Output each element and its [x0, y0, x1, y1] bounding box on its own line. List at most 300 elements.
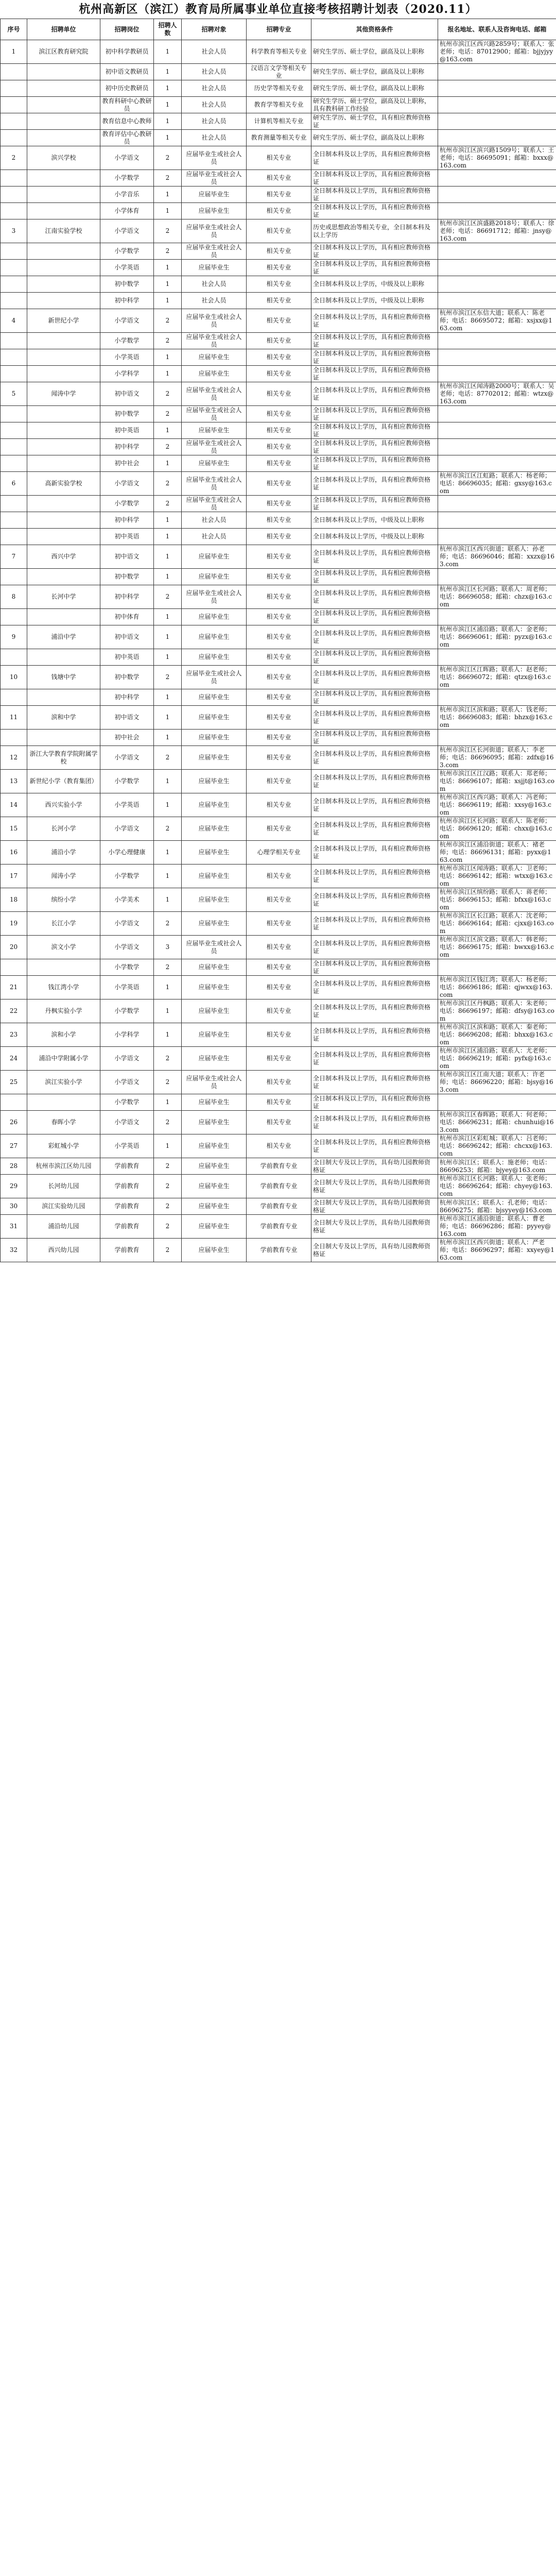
cell-contact [438, 203, 556, 219]
cell-unit [27, 130, 100, 146]
cell-requirements: 全日制本科及以上学历，具有相应教师资格证 [311, 959, 438, 976]
cell-requirements: 全日制本科及以上学历，具有相应教师资格证 [311, 187, 438, 203]
cell-major: 相关专业 [247, 999, 311, 1023]
document-title: 杭州高新区（滨江）教育局所属事业单位直接考核招聘计划表（2020.11） [79, 3, 477, 16]
cell-major: 相关专业 [247, 545, 311, 569]
cell-post: 小学英语 [100, 260, 154, 276]
cell-major: 相关专业 [247, 219, 311, 243]
cell-unit: 江南实验学校 [27, 219, 100, 243]
cell-seq [1, 569, 27, 585]
cell-seq: 6 [1, 472, 27, 496]
cell-target: 应届毕业生 [182, 1198, 247, 1215]
cell-target: 应届毕业生 [182, 730, 247, 746]
cell-target: 应届毕业生或社会人员 [182, 439, 247, 455]
cell-post: 小学语文 [100, 309, 154, 333]
cell-target: 应届毕业生或社会人员 [182, 406, 247, 422]
cell-count: 2 [154, 382, 182, 406]
cell-requirements: 研究生学历、硕士学位，具有相应教师资格证 [311, 113, 438, 130]
table-row [1, 130, 556, 146]
cell-contact: 杭州市滨江区丹枫路；联系人：朱老师；电话：86696197；邮箱：dfsy@163.com [438, 999, 556, 1023]
cell-seq: 32 [1, 1239, 27, 1262]
cell-post: 小学语文 [100, 912, 154, 936]
cell-requirements: 全日制本科及以上学历，具有相应教师资格证 [311, 841, 438, 865]
table-header-row [1, 19, 556, 40]
cell-count: 1 [154, 609, 182, 625]
cell-contact [438, 959, 556, 976]
cell-major: 相关专业 [247, 1111, 311, 1134]
table-row [1, 649, 556, 666]
cell-contact [438, 512, 556, 529]
cell-seq [1, 1094, 27, 1111]
cell-unit: 浦沿幼儿园 [27, 1215, 100, 1239]
cell-count: 1 [154, 649, 182, 666]
cell-seq [1, 349, 27, 366]
table-row [1, 366, 556, 382]
cell-seq [1, 366, 27, 382]
cell-count: 2 [154, 746, 182, 770]
cell-requirements: 全日制本科及以上学历，具有相应教师资格证 [311, 472, 438, 496]
cell-contact [438, 422, 556, 439]
cell-seq: 25 [1, 1071, 27, 1094]
cell-requirements: 全日制本科及以上学历，具有相应教师资格证 [311, 1111, 438, 1134]
cell-contact: 杭州市滨江区长河路；联系人：张老师；电话：86696264；邮箱：chyey@163.com [438, 1175, 556, 1198]
cell-major: 相关专业 [247, 529, 311, 545]
cell-count: 1 [154, 569, 182, 585]
cell-target: 社会人员 [182, 80, 247, 97]
cell-post: 小学语文 [100, 1071, 154, 1094]
cell-contact: 杭州市滨江区钱江湾；联系人：杨老师；电话：86696186；邮箱：qjwxx@163.com [438, 976, 556, 999]
table-row [1, 625, 556, 649]
cell-target: 社会人员 [182, 97, 247, 113]
cell-post: 学前教育 [100, 1215, 154, 1239]
cell-post: 小学数学 [100, 1094, 154, 1111]
cell-post: 小学数学 [100, 243, 154, 260]
cell-major: 学前教育专业 [247, 1158, 311, 1175]
table-row [1, 585, 556, 609]
cell-major: 相关专业 [247, 203, 311, 219]
cell-count: 1 [154, 113, 182, 130]
cell-major: 相关专业 [247, 496, 311, 512]
cell-post: 小学数学 [100, 333, 154, 349]
table-row [1, 1215, 556, 1239]
cell-post: 小学科学 [100, 366, 154, 382]
cell-seq: 29 [1, 1175, 27, 1198]
cell-contact: 杭州市滨江区长河路；联系人：周老师；电话：86696058；邮箱：chzx@163.com [438, 585, 556, 609]
table-row [1, 959, 556, 976]
cell-seq: 21 [1, 976, 27, 999]
table-row [1, 260, 556, 276]
cell-contact: 杭州市滨江区长河街道；联系人：李老师；电话：86696095；邮箱：zdfx@163.com [438, 746, 556, 770]
cell-seq [1, 455, 27, 472]
cell-seq: 16 [1, 841, 27, 865]
cell-count: 1 [154, 187, 182, 203]
cell-contact [438, 1094, 556, 1111]
cell-major: 学前教育专业 [247, 1215, 311, 1239]
cell-major: 相关专业 [247, 422, 311, 439]
table-row [1, 406, 556, 422]
cell-unit [27, 496, 100, 512]
cell-contact: 杭州市滨江区江晖路；联系人：赵老师；电话：86696072；邮箱：qtzx@163.com [438, 666, 556, 689]
cell-target: 应届毕业生 [182, 1023, 247, 1047]
table-row [1, 382, 556, 406]
cell-unit [27, 276, 100, 293]
cell-post: 初中英语 [100, 422, 154, 439]
cell-requirements: 全日制本科及以上学历，具有相应教师资格证 [311, 146, 438, 170]
cell-requirements: 全日制本科及以上学历，具有相应教师资格证 [311, 260, 438, 276]
cell-count: 2 [154, 243, 182, 260]
cell-unit: 滨和小学 [27, 1023, 100, 1047]
cell-seq: 7 [1, 545, 27, 569]
cell-unit: 西兴实验小学 [27, 793, 100, 817]
cell-target: 应届毕业生 [182, 1094, 247, 1111]
cell-requirements: 全日制本科及以上学历，具有相应教师资格证 [311, 1023, 438, 1047]
cell-major: 相关专业 [247, 406, 311, 422]
cell-major: 相关专业 [247, 187, 311, 203]
table-row [1, 309, 556, 333]
table-row [1, 113, 556, 130]
cell-contact: 杭州市滨江区滨盛路2018号；联系人：徐老师；电话：86691712；邮箱：jnsy@163.com [438, 219, 556, 243]
cell-requirements: 研究生学历、硕士学位，副高及以上职称 [311, 40, 438, 64]
cell-count: 2 [154, 1175, 182, 1198]
table-row [1, 203, 556, 219]
table-row [1, 170, 556, 187]
cell-count: 1 [154, 1023, 182, 1047]
table-row [1, 97, 556, 113]
cell-count: 1 [154, 366, 182, 382]
cell-target: 应届毕业生或社会人员 [182, 219, 247, 243]
cell-requirements: 全日制本科及以上学历，具有相应教师资格证 [311, 976, 438, 999]
cell-requirements: 研究生学历、硕士学位，副高及以上职称 [311, 80, 438, 97]
cell-target: 应届毕业生 [182, 1111, 247, 1134]
cell-seq: 5 [1, 382, 27, 406]
cell-major: 汉语言文学等相关专业 [247, 64, 311, 80]
cell-unit [27, 609, 100, 625]
cell-target: 社会人员 [182, 113, 247, 130]
cell-target: 社会人员 [182, 130, 247, 146]
cell-contact: 杭州市滨江区浦沿街道；联系人：褚老师；电话：86696131；邮箱：pyxx@163.com [438, 841, 556, 865]
cell-contact [438, 689, 556, 706]
cell-contact: 杭州市滨江区长河路；联系人：陈老师；电话：86696120；邮箱：chxx@163.com [438, 817, 556, 841]
cell-major: 相关专业 [247, 170, 311, 187]
table-row [1, 976, 556, 999]
cell-target: 应届毕业生 [182, 422, 247, 439]
cell-target: 社会人员 [182, 276, 247, 293]
table-row [1, 1023, 556, 1047]
cell-major: 计算机等相关专业 [247, 113, 311, 130]
cell-target: 社会人员 [182, 512, 247, 529]
cell-count: 1 [154, 625, 182, 649]
cell-seq: 1 [1, 40, 27, 64]
cell-count: 2 [154, 309, 182, 333]
cell-seq: 18 [1, 888, 27, 912]
cell-contact: 杭州市滨江区滨兴路1509号；联系人：王老师；电话：86695091；邮箱：bxxx@163.com [438, 146, 556, 170]
cell-target: 社会人员 [182, 529, 247, 545]
cell-major: 相关专业 [247, 243, 311, 260]
cell-post: 小学美术 [100, 888, 154, 912]
cell-requirements: 全日制本科及以上学历，具有相应教师资格证 [311, 366, 438, 382]
cell-unit: 新世纪小学（教育集团） [27, 770, 100, 793]
cell-contact [438, 64, 556, 80]
cell-requirements: 全日制本科及以上学历，具有相应教师资格证 [311, 455, 438, 472]
cell-seq: 30 [1, 1198, 27, 1215]
cell-contact: 杭州市滨江区滨和路；联系人：钱老师；电话：86696083；邮箱：bhzx@163.com [438, 706, 556, 730]
cell-contact [438, 333, 556, 349]
cell-requirements: 全日制本科及以上学历，具有相应教师资格证 [311, 609, 438, 625]
cell-post: 小学科学 [100, 1023, 154, 1047]
cell-requirements: 全日制本科及以上学历，具有相应教师资格证 [311, 912, 438, 936]
cell-post: 初中科学 [100, 585, 154, 609]
table-row [1, 1158, 556, 1175]
cell-target: 应届毕业生 [182, 841, 247, 865]
cell-major: 相关专业 [247, 730, 311, 746]
cell-count: 2 [154, 1158, 182, 1175]
cell-count: 1 [154, 545, 182, 569]
cell-requirements: 全日制本科及以上学历，中级及以上职称 [311, 293, 438, 309]
cell-major: 相关专业 [247, 865, 311, 888]
cell-contact: 杭州市滨江区江虹路；联系人：杨老师；电话：86696035；邮箱：gxsy@163.com [438, 472, 556, 496]
cell-seq [1, 689, 27, 706]
cell-major: 相关专业 [247, 333, 311, 349]
table-row [1, 529, 556, 545]
cell-unit: 滨和中学 [27, 706, 100, 730]
cell-seq [1, 187, 27, 203]
cell-seq: 9 [1, 625, 27, 649]
cell-target: 社会人员 [182, 64, 247, 80]
cell-contact [438, 293, 556, 309]
cell-target: 应届毕业生 [182, 203, 247, 219]
cell-unit [27, 422, 100, 439]
cell-major: 相关专业 [247, 817, 311, 841]
cell-contact: 杭州市滨江区浦沿街道；联系人：曹老师；电话：86696286；邮箱：pyyey@163.com [438, 1215, 556, 1239]
table-row [1, 146, 556, 170]
header-count: 招聘人数 [154, 19, 182, 40]
cell-requirements: 全日制本科及以上学历，具有相应教师资格证 [311, 817, 438, 841]
cell-count: 2 [154, 1047, 182, 1071]
cell-major: 相关专业 [247, 888, 311, 912]
table-row [1, 1071, 556, 1094]
cell-post: 初中语文 [100, 625, 154, 649]
cell-seq [1, 512, 27, 529]
cell-seq: 3 [1, 219, 27, 243]
cell-target: 应届毕业生 [182, 888, 247, 912]
cell-unit [27, 512, 100, 529]
cell-count: 2 [154, 1071, 182, 1094]
cell-post: 教育评估中心教研员 [100, 130, 154, 146]
cell-major: 相关专业 [247, 746, 311, 770]
cell-contact: 杭州市滨江区彩虹城；联系人：吕老师；电话：86696242；邮箱：chcxx@163.com [438, 1134, 556, 1158]
cell-requirements: 全日制本科及以上学历，具有相应教师资格证 [311, 865, 438, 888]
cell-target: 应届毕业生或社会人员 [182, 333, 247, 349]
cell-requirements: 全日制本科及以上学历，中级及以上职称 [311, 529, 438, 545]
cell-unit: 浙江大学教育学院附属学校 [27, 746, 100, 770]
cell-major: 相关专业 [247, 276, 311, 293]
cell-target: 应届毕业生 [182, 1175, 247, 1198]
cell-target: 应届毕业生 [182, 569, 247, 585]
cell-count: 2 [154, 959, 182, 976]
cell-count: 2 [154, 333, 182, 349]
cell-seq: 28 [1, 1158, 27, 1175]
cell-contact: 杭州市滨江区；联系人：孔老师；电话：86696275；邮箱：bjsyyey@163.com [438, 1198, 556, 1215]
cell-major: 相关专业 [247, 309, 311, 333]
cell-post: 初中语文 [100, 545, 154, 569]
cell-target: 应届毕业生 [182, 817, 247, 841]
cell-count: 2 [154, 912, 182, 936]
cell-target: 应届毕业生 [182, 770, 247, 793]
cell-post: 初中语文 [100, 706, 154, 730]
cell-major: 历史学等相关专业 [247, 80, 311, 97]
cell-post: 学前教育 [100, 1158, 154, 1175]
table-row [1, 770, 556, 793]
cell-major: 学前教育专业 [247, 1198, 311, 1215]
cell-unit: 彩虹城小学 [27, 1134, 100, 1158]
cell-target: 应届毕业生 [182, 1134, 247, 1158]
cell-count: 1 [154, 64, 182, 80]
table-row [1, 243, 556, 260]
cell-post: 小学语文 [100, 472, 154, 496]
cell-major: 相关专业 [247, 1023, 311, 1047]
cell-major: 相关专业 [247, 609, 311, 625]
cell-count: 1 [154, 793, 182, 817]
cell-requirements: 全日制本科及以上学历，具有相应教师资格证 [311, 793, 438, 817]
cell-requirements: 全日制大专及以上学历，具有幼儿园教师资格证 [311, 1158, 438, 1175]
cell-count: 2 [154, 1111, 182, 1134]
cell-seq [1, 80, 27, 97]
cell-target: 应届毕业生 [182, 706, 247, 730]
table-row [1, 689, 556, 706]
cell-contact [438, 170, 556, 187]
cell-count: 2 [154, 439, 182, 455]
cell-contact: 杭州市滨江区滨文路；联系人：韩老师；电话：86696175；邮箱：bwxx@163.com [438, 936, 556, 959]
recruitment-table [0, 19, 556, 1262]
cell-post: 小学语文 [100, 817, 154, 841]
cell-unit [27, 333, 100, 349]
cell-seq [1, 276, 27, 293]
cell-contact [438, 276, 556, 293]
cell-target: 应届毕业生 [182, 1047, 247, 1071]
table-row [1, 865, 556, 888]
table-row [1, 1175, 556, 1198]
table-row [1, 1111, 556, 1134]
table-row [1, 1047, 556, 1071]
cell-contact: 杭州市滨江区江南大道；联系人：许老师；电话：86696220；邮箱：bjsy@163.com [438, 1071, 556, 1094]
table-row [1, 1198, 556, 1215]
cell-target: 应届毕业生或社会人员 [182, 309, 247, 333]
cell-seq [1, 260, 27, 276]
cell-requirements: 全日制本科及以上学历，具有相应教师资格证 [311, 170, 438, 187]
cell-requirements: 全日制本科及以上学历，中级及以上职称 [311, 512, 438, 529]
cell-contact [438, 529, 556, 545]
cell-contact: 杭州市滨江区西兴路；联系人：冯老师；电话：86696119；邮箱：xxsy@163.com [438, 793, 556, 817]
cell-target: 应届毕业生或社会人员 [182, 243, 247, 260]
cell-target: 应届毕业生或社会人员 [182, 472, 247, 496]
cell-requirements: 全日制本科及以上学历，具有相应教师资格证 [311, 1094, 438, 1111]
cell-post: 小学语文 [100, 936, 154, 959]
cell-post: 初中科学 [100, 439, 154, 455]
header-major: 招聘专业 [247, 19, 311, 40]
cell-target: 应届毕业生 [182, 187, 247, 203]
cell-target: 应届毕业生 [182, 912, 247, 936]
cell-contact: 杭州市滨江区长江路；联系人：沈老师；电话：86696164；邮箱：cjxx@163.com [438, 912, 556, 936]
cell-post: 初中社会 [100, 730, 154, 746]
cell-unit: 浦沿小学 [27, 841, 100, 865]
cell-seq: 2 [1, 146, 27, 170]
cell-major: 相关专业 [247, 1047, 311, 1071]
cell-count: 1 [154, 706, 182, 730]
cell-count: 2 [154, 585, 182, 609]
cell-post: 小学语文 [100, 219, 154, 243]
cell-contact [438, 97, 556, 113]
cell-post: 教育信息中心教师 [100, 113, 154, 130]
cell-contact: 杭州市滨江区闻涛路2000号；联系人：吴老师；电话：87702012；邮箱：wtzx@163.com [438, 382, 556, 406]
table-row [1, 912, 556, 936]
cell-requirements: 全日制本科及以上学历，具有相应教师资格证 [311, 770, 438, 793]
cell-count: 1 [154, 276, 182, 293]
cell-major: 相关专业 [247, 455, 311, 472]
table-row [1, 666, 556, 689]
cell-major: 相关专业 [247, 569, 311, 585]
cell-seq [1, 529, 27, 545]
cell-unit [27, 203, 100, 219]
cell-seq [1, 203, 27, 219]
cell-post: 初中语文教研员 [100, 64, 154, 80]
cell-count: 2 [154, 406, 182, 422]
cell-seq [1, 439, 27, 455]
header-requirements: 其他资格条件 [311, 19, 438, 40]
cell-count: 1 [154, 422, 182, 439]
cell-post: 小学数学 [100, 496, 154, 512]
cell-seq: 20 [1, 936, 27, 959]
cell-contact: 杭州市滨江区浦沿路；联系人：金老师；电话：86696061；邮箱：pyzx@163.com [438, 625, 556, 649]
cell-target: 应届毕业生 [182, 1215, 247, 1239]
table-row [1, 40, 556, 64]
cell-count: 2 [154, 1239, 182, 1262]
cell-unit [27, 439, 100, 455]
cell-target: 应届毕业生 [182, 545, 247, 569]
table-row [1, 1134, 556, 1158]
cell-count: 1 [154, 770, 182, 793]
cell-count: 1 [154, 203, 182, 219]
cell-post: 小学英语 [100, 793, 154, 817]
cell-seq [1, 422, 27, 439]
cell-seq [1, 406, 27, 422]
cell-unit: 丹枫实验小学 [27, 999, 100, 1023]
cell-requirements: 全日制本科及以上学历，具有相应教师资格证 [311, 439, 438, 455]
cell-requirements: 全日制本科及以上学历，具有相应教师资格证 [311, 545, 438, 569]
cell-post: 小学心理健康 [100, 841, 154, 865]
header-target: 招聘对象 [182, 19, 247, 40]
table-row [1, 706, 556, 730]
table-row [1, 64, 556, 80]
cell-post: 小学英语 [100, 1134, 154, 1158]
cell-requirements: 研究生学历、硕士学位，副高及以上职称，具有教科研工作经验 [311, 97, 438, 113]
cell-contact [438, 455, 556, 472]
cell-count: 1 [154, 97, 182, 113]
cell-count: 3 [154, 936, 182, 959]
cell-unit [27, 243, 100, 260]
cell-target: 应届毕业生 [182, 999, 247, 1023]
cell-count: 1 [154, 455, 182, 472]
cell-unit [27, 689, 100, 706]
cell-seq [1, 730, 27, 746]
cell-seq [1, 113, 27, 130]
cell-target: 应届毕业生或社会人员 [182, 170, 247, 187]
table-row [1, 349, 556, 366]
cell-unit: 钱塘中学 [27, 666, 100, 689]
cell-target: 应届毕业生 [182, 746, 247, 770]
cell-unit: 长河幼儿园 [27, 1175, 100, 1198]
table-row [1, 512, 556, 529]
cell-unit [27, 959, 100, 976]
